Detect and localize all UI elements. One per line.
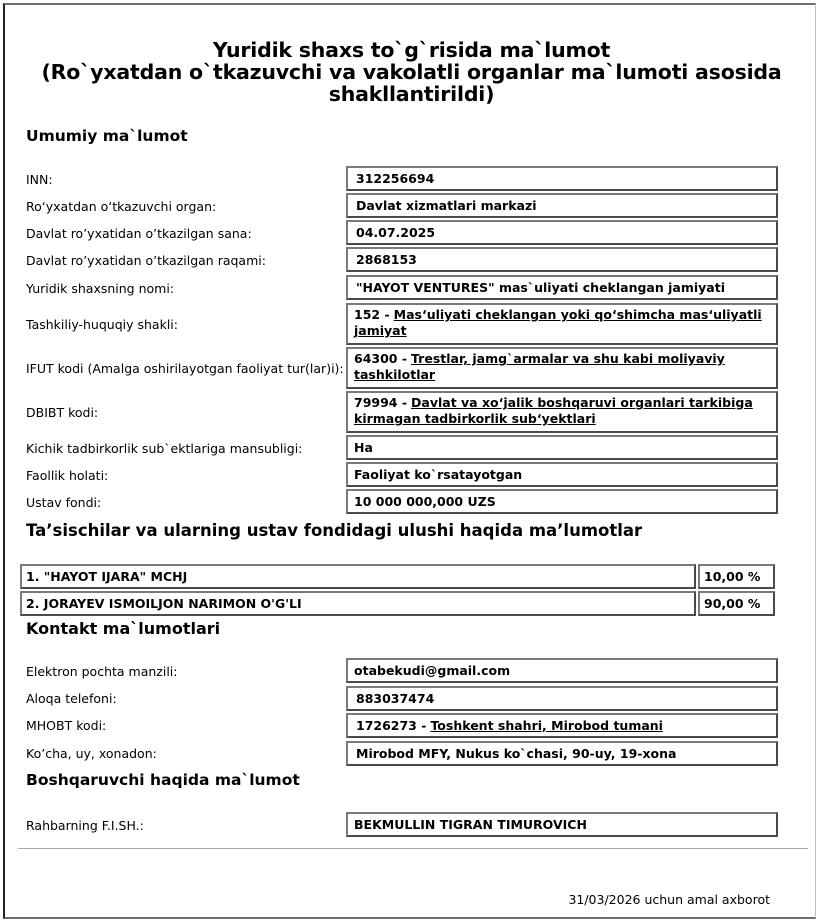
title-line-2: (Ro`yxatdan o`tkazuvchi va vakolatli organlar ma`lumoti asosida [41, 60, 782, 84]
section-heading-contact: Kontakt ma`lumotlari [26, 619, 221, 638]
value-email: otabekudi@gmail.com [346, 658, 778, 683]
value-manager-name: BEKMULLIN TIGRAN TIMUROVICH [346, 812, 778, 837]
value-small-business: Ha [346, 435, 778, 460]
value-registration-number: 2868153 [346, 247, 778, 272]
label-dbibt-code: DBIBT kodi: [26, 404, 99, 420]
title-line-1: Yuridik shaxs to`g`risida ma`lumot [212, 38, 611, 62]
dbibt-code: 79994 - [354, 395, 408, 410]
label-manager-name: Rahbarning F.I.SH.: [26, 818, 144, 833]
mhobt-link[interactable]: Toshkent shahri, Mirobod tumani [430, 717, 663, 733]
footer-divider [18, 848, 808, 849]
label-mhobt-code: MHOBT kodi: [26, 718, 107, 733]
label-email: Elektron pochta manzili: [26, 664, 178, 679]
dbibt-link[interactable]: Davlat va xo‘jalik boshqaruvi organlari tarkibiga kirmagan tadbirkorlik sub‘yektlari [354, 395, 753, 426]
founder-row-1-share: 10,00 % [698, 564, 775, 589]
value-dbibt-code [346, 391, 778, 433]
label-charter-capital: Ustav fondi: [26, 495, 102, 510]
value-registering-organ: Davlat xizmatlari markazi [346, 193, 778, 218]
document-page [3, 3, 816, 919]
value-entity-name: "HAYOT VENTURES" mas`uliyati cheklangan jamiyati [346, 275, 778, 300]
ifut-link[interactable]: Trestlar, jamg`armalar va shu kabi moliyaviy tashkilotlar [354, 351, 725, 382]
founder-row-2-name: 2. JORAYEV ISMOILJON NARIMON O'G'LI [20, 591, 696, 616]
label-phone: Aloqa telefoni: [26, 691, 117, 706]
section-heading-founders: Ta’sischilar va ularning ustav fondidagi ulushi haqida ma’lumotlar [26, 521, 643, 540]
mhobt-code: 1726273 - [356, 717, 427, 733]
value-inn: 312256694 [346, 166, 778, 191]
label-street-address: Ko’cha, uy, xonadon: [26, 746, 157, 761]
value-ifut-code [346, 347, 778, 389]
value-registration-date: 04.07.2025 [346, 220, 778, 245]
value-mhobt-code [346, 713, 778, 738]
label-registering-organ: Ro‘yxatdan o‘tkazuvchi organ: [26, 199, 217, 214]
footer-validity-note: 31/03/2026 uchun amal axborot [568, 892, 770, 907]
section-heading-general: Umumiy ma`lumot [26, 127, 188, 145]
label-registration-date: Davlat ro’yxatidan o’tkazilgan sana: [26, 226, 252, 241]
label-entity-name: Yuridik shaxsning nomi: [26, 281, 175, 296]
value-phone: 883037474 [346, 686, 778, 711]
page-title [5, 39, 818, 105]
label-small-business: Kichik tadbirkorlik sub`ektlariga mansubligi: [26, 441, 303, 456]
label-ifut-code: IFUT kodi (Amalga oshirilayotgan faoliyat tur(lar)i): [26, 360, 344, 376]
label-activity-status: Faollik holati: [26, 468, 109, 483]
label-registration-number: Davlat ro’yxatidan o’tkazilgan raqami: [26, 253, 266, 268]
value-legal-form [346, 303, 778, 345]
value-activity-status: Faoliyat ko`rsatayotgan [346, 462, 778, 487]
founder-row-2-share: 90,00 % [698, 591, 775, 616]
ifut-code: 64300 - [354, 351, 408, 366]
value-charter-capital: 10 000 000,000 UZS [346, 489, 778, 514]
value-street-address: Mirobod MFY, Nukus ko`chasi, 90-uy, 19-xona [346, 741, 778, 766]
founder-row-1-name: 1. "HAYOT IJARA" MCHJ [20, 564, 696, 589]
legal-form-code: 152 - [354, 307, 390, 322]
title-line-3: shakllantirildi) [328, 82, 495, 106]
legal-form-link[interactable]: Mas‘uliyati cheklangan yoki qo‘shimcha mas‘uliyatli jamiyat [354, 307, 762, 338]
label-inn: INN: [26, 172, 53, 187]
section-heading-manager: Boshqaruvchi haqida ma`lumot [26, 771, 300, 789]
label-legal-form: Tashkiliy-huquqiy shakli: [26, 316, 178, 332]
